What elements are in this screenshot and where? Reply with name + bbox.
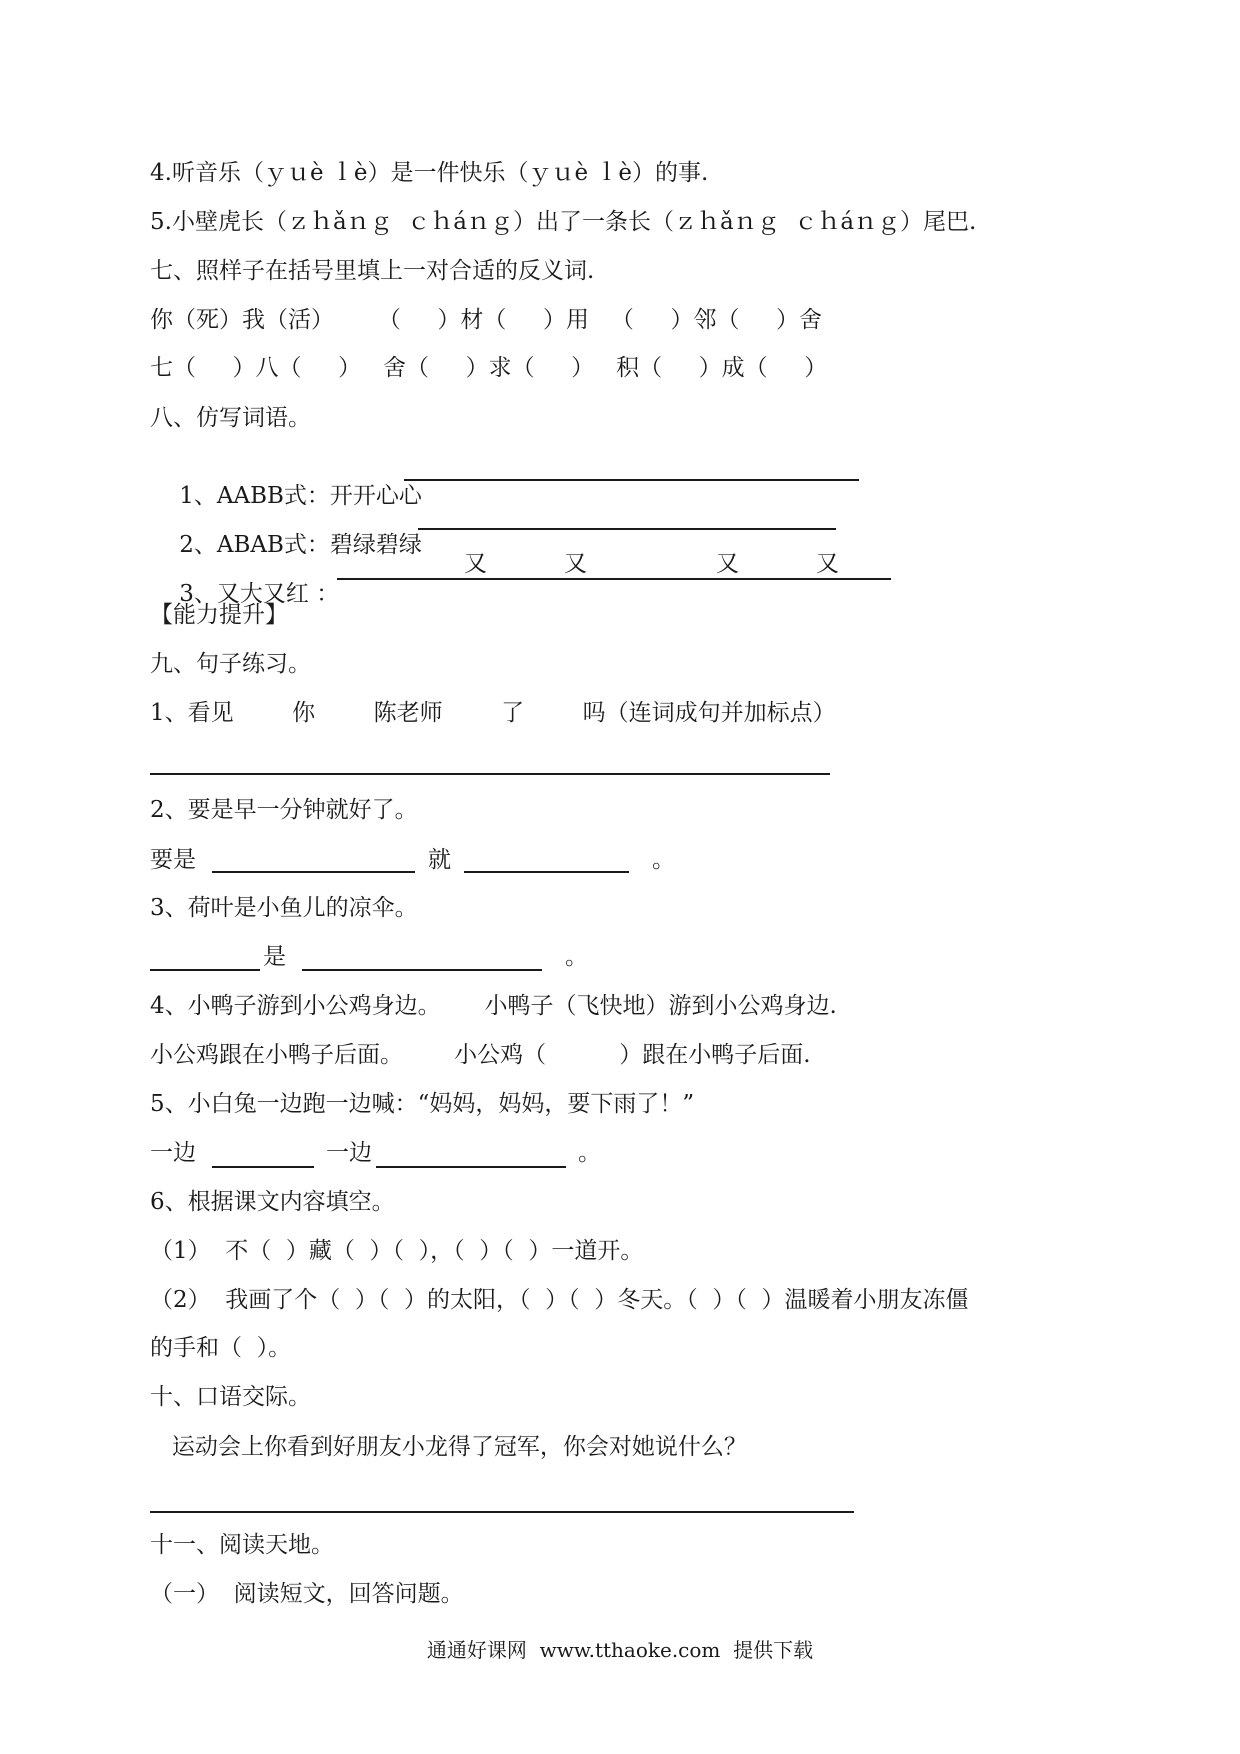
answer-line-q5a[interactable] [212,1166,314,1168]
sentence-q2: 2、要是早一分钟就好了。 [150,797,418,823]
sentence-q4-task: 小公鸡跟在小鸭子后面。 小公鸡（ ）跟在小鸭子后面. [150,1042,811,1068]
question-5-pinyin: 5.小壁虎长（ｚｈǎｎｇ ｃｈáｎｇ）出了一条长（ｚｈǎｎｇ ｃｈáｎｇ）尾巴. [150,209,977,235]
answer-line-oral[interactable] [150,1511,854,1513]
q2-period: 。 [652,847,675,873]
sentence-q6: 6、根据课文内容填空。 [150,1189,395,1215]
q5-yibian-1: 一边 [150,1140,196,1166]
q2-jiu: 就 [428,847,451,873]
imitate-abab-label: 2、ABAB式：碧绿碧绿 [179,532,422,558]
question-4-pinyin: 4.听音乐（ｙｕè ｌè）是一件快乐（ｙｕè ｌè）的事. [150,160,709,186]
sentence-q3: 3、荷叶是小鱼儿的凉伞。 [150,895,418,921]
you-char-4: 又 [816,551,839,577]
section-11-heading: 十一、阅读天地。 [150,1532,334,1558]
section-9-heading: 九、句子练习。 [150,651,311,677]
reading-part-1: （一） 阅读短文，回答问题。 [150,1581,464,1607]
answer-line-q3b[interactable] [302,969,542,971]
section-7-heading: 七、照样子在括号里填上一对合适的反义词. [150,258,595,284]
you-char-2: 又 [564,551,587,577]
q3-period: 。 [565,944,588,970]
q5-yibian-2: 一边 [326,1140,372,1166]
answer-line-q2a[interactable] [212,871,415,873]
answer-line-q3a[interactable] [150,969,260,971]
q6-item-1: （1） 不（ ）藏（ ）（ ），（ ）（ ）一道开。 [150,1238,644,1264]
sentence-q5: 5、小白兔一边跑一边喊：“妈妈，妈妈，要下雨了！” [150,1091,695,1117]
answer-line-abab[interactable] [418,528,836,530]
section-8-heading: 八、仿写词语。 [150,405,311,431]
q3-shi: 是 [263,944,286,970]
antonym-row-2: 七（ ）八（ ） 舍（ ）求（ ） 积（ ）成（ ） [150,355,828,381]
imitate-you-label: 3、又大又红 ： [179,581,340,607]
q6-item-2: （2） 我画了个（ ）（ ）的太阳，（ ）（ ）冬天。（ ）（ ）温暖着小朋友冻僵 [150,1287,969,1313]
imitate-aabb-label: 1、AABB式：开开心心 [179,483,422,509]
section-10-heading: 十、口语交际。 [150,1384,311,1410]
answer-line-aabb[interactable] [404,479,859,481]
you-char-1: 又 [464,551,487,577]
you-char-3: 又 [716,551,739,577]
sentence-q1: 1、看见 你 陈老师 了 吗（连词成句并加标点） [150,700,836,726]
antonym-row-1: 你（死）我（活） （ ）材（ ）用 （ ）邻（ ）舍 [150,307,823,333]
answer-line-q5b[interactable] [376,1166,566,1168]
oral-prompt: 运动会上你看到好朋友小龙得了冠军，你会对她说什么？ [150,1434,747,1460]
sentence-q4-example: 4、小鸭子游到小公鸡身边。 小鸭子（飞快地）游到小公鸡身边. [150,993,837,1019]
sentence-q2-answer: 要是 [150,847,196,873]
answer-line-you[interactable] [337,578,891,580]
answer-line-q1[interactable] [150,773,830,775]
q5-period: 。 [578,1140,601,1166]
page-footer: 通通好课网 www.tthaoke.com 提供下载 [426,1638,814,1662]
q6-item-2-cont: 的手和（ ）。 [150,1335,292,1361]
answer-line-q2b[interactable] [464,871,629,873]
ability-heading: 【能力提升】 [150,602,288,628]
